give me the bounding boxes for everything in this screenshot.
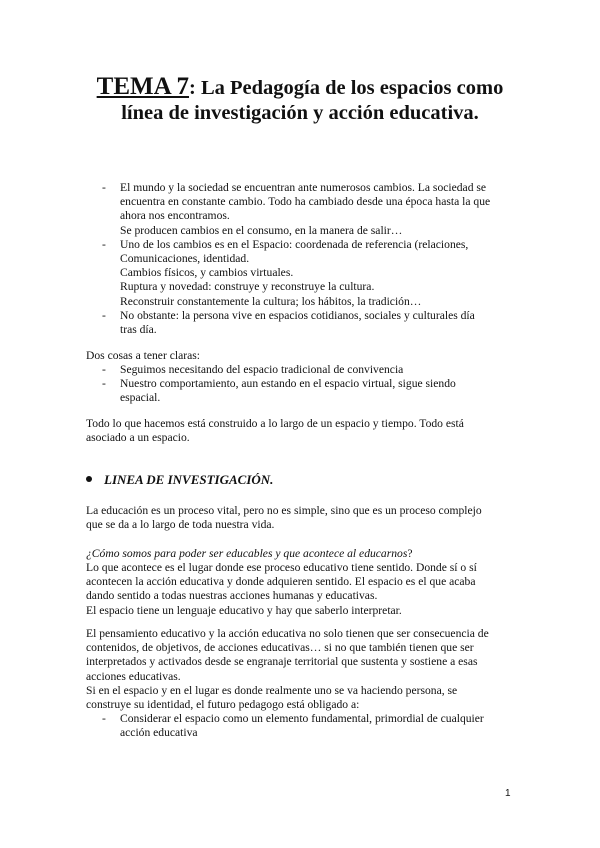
changes-list — [86, 181, 516, 337]
question-line — [86, 547, 518, 561]
paragraph-line: acontecen la acción educativa y donde adquieren sentido. El espacio es el que acaba — [86, 575, 476, 589]
list-item-line: ahora nos encontramos. — [120, 209, 230, 223]
dash-bullet: - — [102, 237, 106, 251]
dash-bullet: - — [102, 377, 106, 391]
list-item-line: Se producen cambios en el consumo, en la manera de salir… — [120, 223, 403, 237]
list-item-line: encuentra en constante cambio. Todo ha cambiado desde una época hasta la que — [120, 195, 491, 209]
list-item-line: acción educativa — [120, 726, 198, 740]
list-item-line: tras día. — [120, 323, 157, 337]
paragraph-line: construye su identidad, el futuro pedagogo está obligado a: — [86, 698, 360, 712]
paragraph-line: asociado a un espacio. — [86, 431, 190, 445]
paragraph-line: dando sentido a todas nuestras acciones humanas y educativas. — [86, 589, 378, 603]
list-item-line: Comunicaciones, identidad. — [120, 252, 250, 266]
list-item — [86, 181, 516, 238]
dos-cosas-label: Dos cosas a tener claras: — [86, 349, 200, 362]
educacion-paragraph — [86, 504, 518, 532]
list-item-line: Considerar el espacio como un elemento fundamental, primordial de cualquier — [120, 712, 484, 725]
list-item-line: Seguimos necesitando del espacio tradicional de convivencia — [120, 363, 404, 376]
paragraph-line: Lo que acontece es el lugar donde ese proceso educativo tiene sentido. Donde sí o sí — [86, 561, 477, 574]
list-item — [86, 238, 516, 309]
question-mark: ? — [407, 547, 413, 560]
paragraph-line: El pensamiento educativo y la acción educativa no solo tienen que ser consecuencia de — [86, 627, 489, 640]
list-item-line: No obstante: la persona vive en espacios cotidianos, sociales y culturales día — [120, 308, 475, 322]
paragraph-line: Todo lo que hacemos está construido a lo largo de un espacio y tiempo. Todo está — [86, 417, 464, 430]
paragraph-line: La educación es un proceso vital, pero no es simple, sino que es un proceso complejo — [86, 504, 482, 517]
section-heading — [104, 472, 273, 488]
title-rest: La Pedagogía de los espacios como línea de investigación y acción educativa. — [121, 77, 504, 124]
question-text: ¿Cómo somos para poder ser educables y que acontece al educarnos — [86, 547, 408, 560]
paragraph-line: interpretados y activados desde se engranaje territorial que sustenta y sostiene a esas — [86, 655, 478, 669]
paragraph-line: El espacio tiene un lenguaje educativo y hay que saberlo interpretar. — [86, 603, 402, 617]
list-item — [86, 377, 516, 405]
title-tema: TEMA 7 — [96, 73, 190, 100]
list-item — [86, 363, 516, 377]
dash-bullet: - — [102, 308, 106, 322]
list-item-line: El mundo y la sociedad se encuentran ante numerosos cambios. La sociedad se — [120, 181, 487, 194]
list-item-line: Ruptura y novedad: construye y reconstruye la cultura. — [120, 280, 375, 294]
list-item-line: espacial. — [120, 391, 161, 405]
paragraph-line: que se da a lo largo de toda nuestra vida. — [86, 518, 275, 532]
list-item — [86, 712, 516, 740]
dash-bullet: - — [102, 363, 106, 376]
list-item-line: Nuestro comportamiento, aun estando en el espacio virtual, sigue siendo — [120, 377, 456, 391]
list-item-line: Cambios físicos, y cambios virtuales. — [120, 266, 294, 280]
title-colon: : — [189, 77, 196, 99]
list-item-line: Reconstruir constantemente la cultura; los hábitos, la tradición… — [120, 294, 422, 308]
pedagogo-list — [86, 712, 516, 740]
dos-cosas-list — [86, 363, 516, 406]
lo-que-paragraph — [86, 561, 518, 618]
pensamiento-paragraph — [86, 627, 518, 712]
page-number: 1 — [505, 788, 511, 799]
dash-bullet: - — [102, 181, 106, 194]
paragraph-line: acciones educativas. — [86, 669, 181, 683]
bullet-dot-icon — [86, 476, 92, 482]
paragraph-line: contenidos, de objetivos, de acciones educativas… si no que también tienen que ser — [86, 641, 474, 655]
list-item-line: Uno de los cambios es en el Espacio: coordenada de referencia (relaciones, — [120, 237, 469, 251]
dash-bullet: - — [102, 712, 106, 725]
page-title — [84, 74, 516, 126]
list-item — [86, 309, 516, 337]
paragraph-line: Si en el espacio y en el lugar es donde realmente uno se va haciendo persona, se — [86, 683, 458, 697]
todo-paragraph — [86, 417, 518, 445]
section-heading-text: LINEA DE INVESTIGACIÓN. — [104, 472, 274, 487]
